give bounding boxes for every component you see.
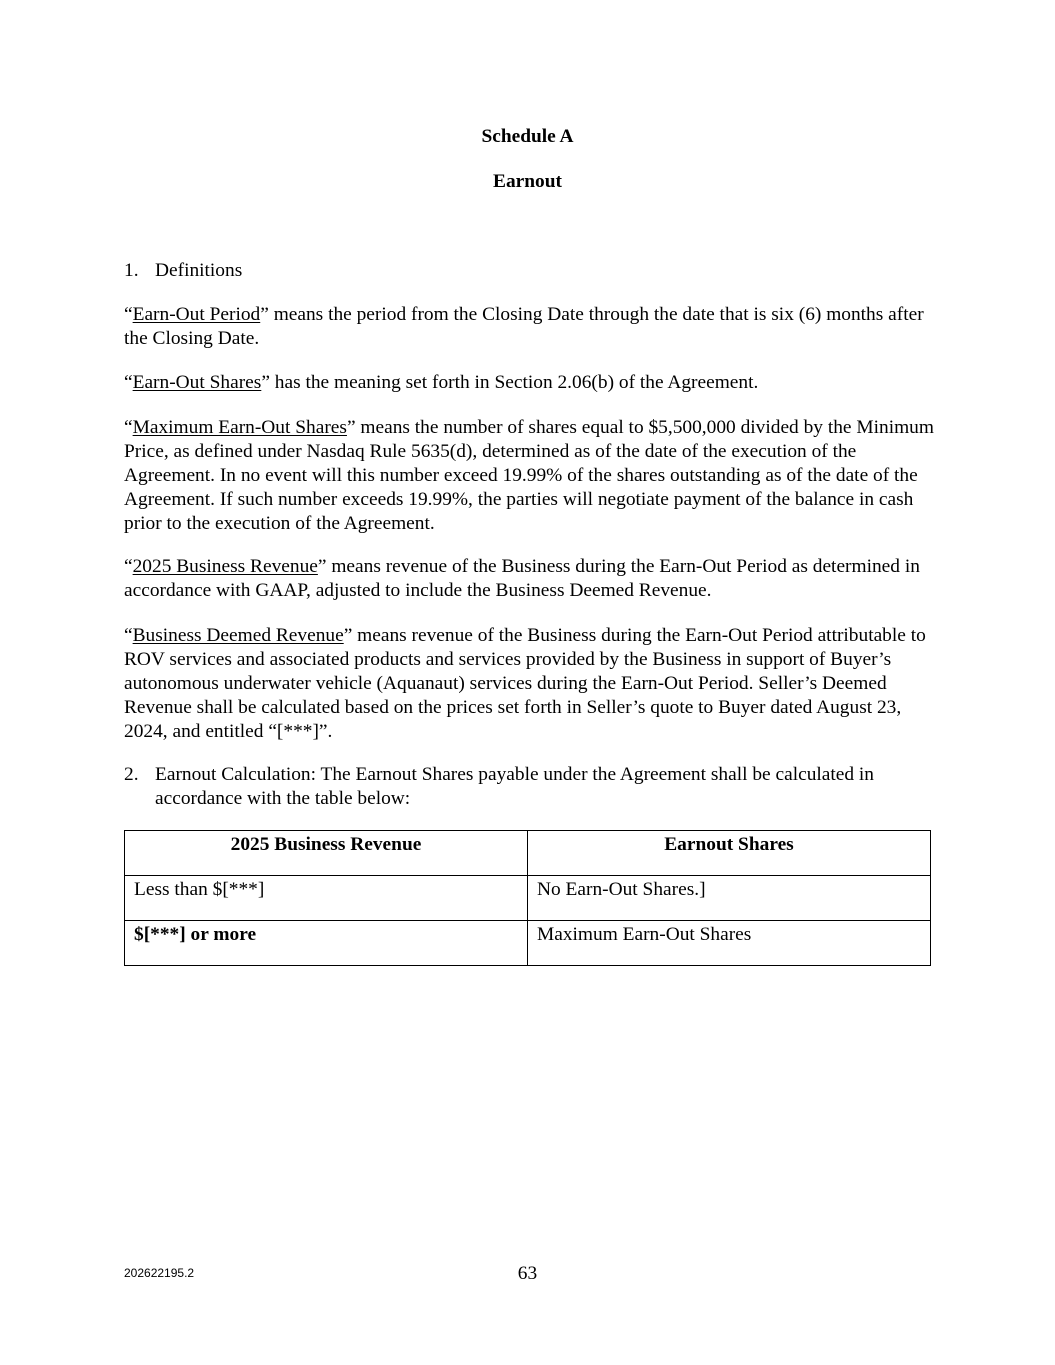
schedule-title: Schedule A <box>481 126 574 147</box>
defined-term: Maximum Earn-Out Shares <box>132 417 347 438</box>
definition-text: ” has the meaning set forth in Section 2.06(b) of the Agreement. <box>261 372 759 393</box>
table-header-row <box>125 831 931 876</box>
open-quote: “ <box>124 417 133 438</box>
page-number: 63 <box>517 1263 538 1284</box>
column-header-revenue: 2025 Business Revenue <box>125 831 528 876</box>
definition-text: ” means the period from the Closing Date through the date that is six (6) months after the Closing Date. <box>124 304 924 349</box>
definition-business-deemed-revenue <box>124 624 934 744</box>
open-quote: “ <box>124 556 133 577</box>
section-2-number: 2. <box>124 764 139 785</box>
section-2-text: Earnout Calculation: The Earnout Shares payable under the Agreement shall be calculated in accordance with the table below: <box>155 764 874 809</box>
table-cell-earnout-shares: Maximum Earn-Out Shares <box>528 921 931 966</box>
definition-text: ” means the number of shares equal to $5,500,000 divided by the Minimum Price, as defined under Nasdaq Rule 5635(d), determined as of the date of the execution of the Agreement. In no event will this number exceed 19.99% of the shares outstanding as of the date of the Agreement. If such number exceeds 19.99%, the parties will negotiate payment of the balance in cash prior to the execution of the Agreement. <box>124 417 934 534</box>
table-cell-revenue: $[***] or more <box>125 921 528 966</box>
definition-text: ” means revenue of the Business during the Earn-Out Period as determined in accordance with GAAP, adjusted to include the Business Deemed Revenue. <box>124 556 920 601</box>
open-quote: “ <box>124 625 133 646</box>
table-cell-earnout-shares: No Earn-Out Shares.] <box>528 876 931 921</box>
definition-earn-out-period <box>124 303 934 351</box>
definition-2025-business-revenue <box>124 555 934 603</box>
table-row <box>125 876 931 921</box>
open-quote: “ <box>124 372 133 393</box>
open-quote: “ <box>124 304 133 325</box>
section-2 <box>0 763 1055 811</box>
earnout-table <box>124 830 931 966</box>
definition-maximum-earn-out-shares <box>124 416 934 536</box>
table-cell-revenue: Less than $[***] <box>125 876 528 921</box>
defined-term: Earn-Out Shares <box>132 372 262 393</box>
section-1-heading <box>0 259 1055 283</box>
defined-term: 2025 Business Revenue <box>132 556 318 577</box>
schedule-subtitle: Earnout <box>493 171 562 192</box>
definition-text: ” means revenue of the Business during the Earn-Out Period attributable to ROV services and associated products and services provided by the Business in support of Buyer’s autonomous underwater vehicle (Aquanaut) services during the Earn-Out Period. Seller’s Deemed Revenue shall be calculated based on the prices set forth in Seller’s quote to Buyer dated August 23, 2024, and entitled “[***]”. <box>124 625 926 742</box>
column-header-earnout-shares: Earnout Shares <box>528 831 931 876</box>
section-1-number: 1. <box>124 260 139 281</box>
table-row <box>125 921 931 966</box>
section-1-title: Definitions <box>155 260 243 281</box>
defined-term: Earn-Out Period <box>132 304 261 325</box>
defined-term: Business Deemed Revenue <box>132 625 344 646</box>
document-id: 202622195.2 <box>124 1266 195 1280</box>
definition-earn-out-shares <box>124 371 934 395</box>
